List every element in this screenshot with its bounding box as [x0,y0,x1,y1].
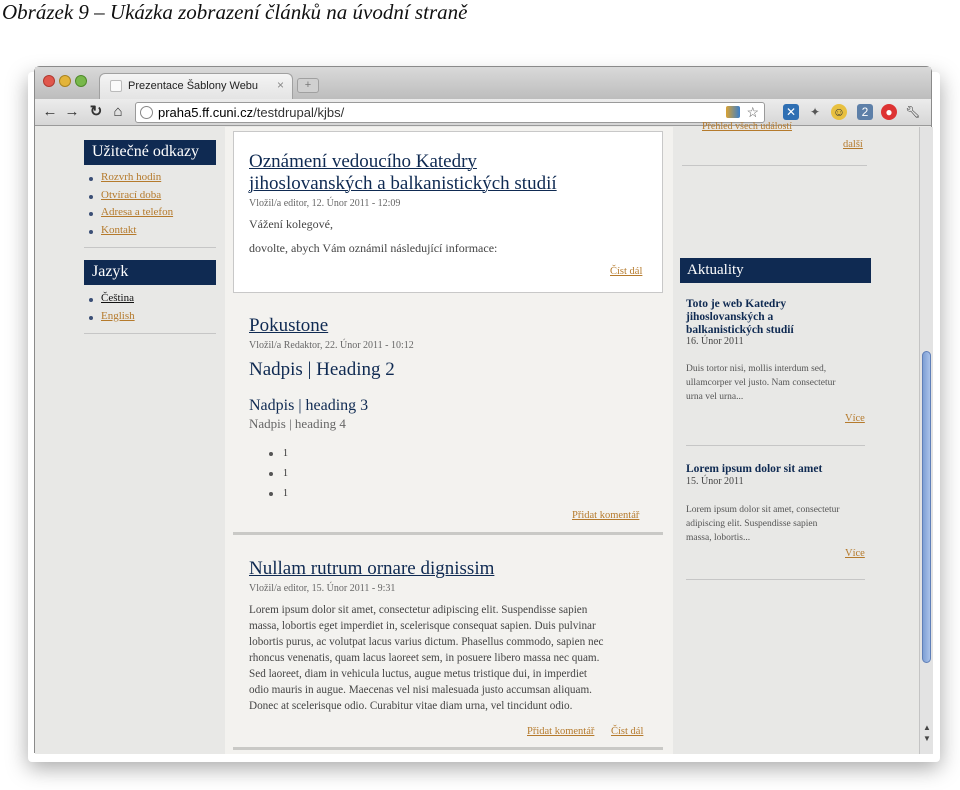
page-action-icon[interactable] [726,106,740,118]
news-item-date: 15. Únor 2011 [686,476,744,487]
add-comment-link[interactable]: Přidat komentář [572,510,640,521]
body-line: lobortis purus, ac volutpat lacus varius dictum. Phasellus commodo, sapien nec [249,636,604,648]
link-oteviraci-doba[interactable]: Otvírací doba [101,188,162,201]
link-rozvrh-hodin[interactable]: Rozvrh hodin [101,171,162,183]
add-comment-link[interactable]: Přidat komentář [527,726,595,737]
news-item-title[interactable]: Toto je web Katedry jihoslovanských a balkanistických studií [686,298,794,336]
article-separator [233,532,663,535]
globe-icon [140,106,153,119]
scrollbar-thumb[interactable] [922,351,931,663]
news-item-date: 16. Únor 2011 [686,336,744,347]
bookmark-star-icon[interactable]: ☆ [746,104,759,120]
article-meta: Vložil/a editor, 15. Únor 2011 - 9:31 [249,583,396,594]
body-line: Donec at scelerisque odio. Curabitur vitae diam urna, vel tincidunt odio. [249,700,573,712]
article-title[interactable]: Pokustone [249,315,329,336]
body-line: massa, lobortis eget imperdiet in, scelerisque consequat sapien. Duis pulvinar [249,620,596,632]
minimize-window-button[interactable] [59,75,71,87]
close-window-button[interactable] [43,75,55,87]
news-item-text: Duis tortor nisi, mollis interdum sed, ullamcorper vel justo. Nam consectetur urna vel urna... [686,364,836,402]
more-link[interactable]: Více [845,413,865,424]
heading-2: Nadpis | Heading 2 [249,359,395,380]
menu-item [87,206,173,224]
body-line: Sed laoreet, diam in vehicula luctus, augue metus tristique dui, in imperdiet [249,668,588,680]
menu-item [87,310,135,328]
heading-4: Nadpis | heading 4 [249,416,346,431]
article-separator [233,747,663,750]
article-meta: Vložil/a Redaktor, 22. Únor 2011 - 10:12 [249,340,414,351]
extension-stop-icon[interactable]: ● [881,104,897,120]
tab-title: Prezentace Šablony Webu [128,80,259,92]
new-tab-button[interactable]: + [297,78,319,93]
next-link[interactable]: další [843,139,863,150]
article-body [249,602,654,714]
heading-3: Nadpis | heading 3 [249,397,369,414]
address-bar[interactable] [135,102,765,123]
scroll-down-icon[interactable]: ▼ [923,734,931,743]
extension-tools-icon[interactable]: ✦ [809,105,821,119]
extension-badge-icon[interactable]: 2 [857,104,873,120]
page-favicon-icon [110,80,122,92]
tab-close-icon[interactable]: × [276,78,284,92]
article-paragraph: dovolte, abych Vám oznámil následující informace: [249,241,498,255]
link-kontakt[interactable]: Kontakt [101,223,137,236]
body-line: Lorem ipsum dolor sit amet, consectetur adipiscing elit. Suspendisse sapien [249,604,588,616]
scroll-up-icon[interactable]: ▲ [923,723,931,732]
link-adresa-telefon[interactable]: Adresa a telefon [101,206,174,218]
article-paragraph: Vážení kolegové, [249,217,333,231]
menu-item [87,292,135,310]
title-bar [35,67,931,99]
bullet-list [269,448,288,508]
vertical-scrollbar[interactable] [919,127,933,754]
zoom-window-button[interactable] [75,75,87,87]
article-title[interactable]: Oznámení vedoucího Katedry jihoslovanských a balkanistických studií [249,151,557,194]
link-english[interactable]: English [101,309,135,322]
address-url: praha5.ff.cuni.cz/testdrupal/kjbs/ [158,105,345,120]
divider [682,165,867,166]
more-link[interactable]: Více [845,548,865,559]
back-arrow-icon[interactable]: ← [42,103,58,120]
body-line: odio mauris in augue. Maecenas vel nisi malesuada justo accumsan aliquam. [249,684,592,696]
extension-face-icon[interactable]: ☺ [832,105,846,119]
divider [84,333,216,334]
news-item-text: Lorem ipsum dolor sit amet, consectetur adipiscing elit. Suspendisse sapien massa, lobortis... [686,505,840,543]
divider [84,247,216,248]
list-item: 1 [269,488,288,508]
link-cestina[interactable]: Čeština [101,292,134,304]
body-line: rhoncus venenatis, quam lacus laoreet sem, in posuere libero massa nec quam. [249,652,600,664]
news-heading: Aktuality [680,258,871,283]
language-heading: Jazyk [84,260,216,285]
news-item-title[interactable]: Lorem ipsum dolor sit amet [686,463,823,475]
article-meta: Vložil/a editor, 12. Únor 2011 - 12:09 [249,198,401,209]
divider [686,445,865,446]
browser-window [34,66,932,753]
menu-item [87,171,173,189]
read-more-link[interactable]: Číst dál [611,726,644,737]
list-item: 1 [269,448,288,468]
divider [686,579,865,580]
events-overview-link[interactable]: Přehled všech událostí [702,121,792,132]
home-icon[interactable]: ⌂ [113,103,123,120]
useful-links-menu [87,171,173,241]
forward-arrow-icon[interactable]: → [64,103,80,120]
browser-tab[interactable] [99,73,293,99]
article-title[interactable]: Nullam rutrum ornare dignissim [249,558,495,579]
page-viewport [35,121,919,754]
extension-x-icon[interactable]: ✕ [783,104,799,120]
menu-item [87,189,173,207]
read-more-link[interactable]: Číst dál [610,266,643,277]
wrench-menu-icon[interactable]: 🔧︎ [905,105,921,119]
menu-item [87,224,173,242]
language-menu [87,292,135,327]
list-item: 1 [269,468,288,488]
reload-icon[interactable]: ↻ [89,103,103,120]
useful-links-heading: Užitečné odkazy [84,140,216,165]
figure-caption: Obrázek 9 – Ukázka zobrazení článků na úvodní straně [2,0,468,24]
